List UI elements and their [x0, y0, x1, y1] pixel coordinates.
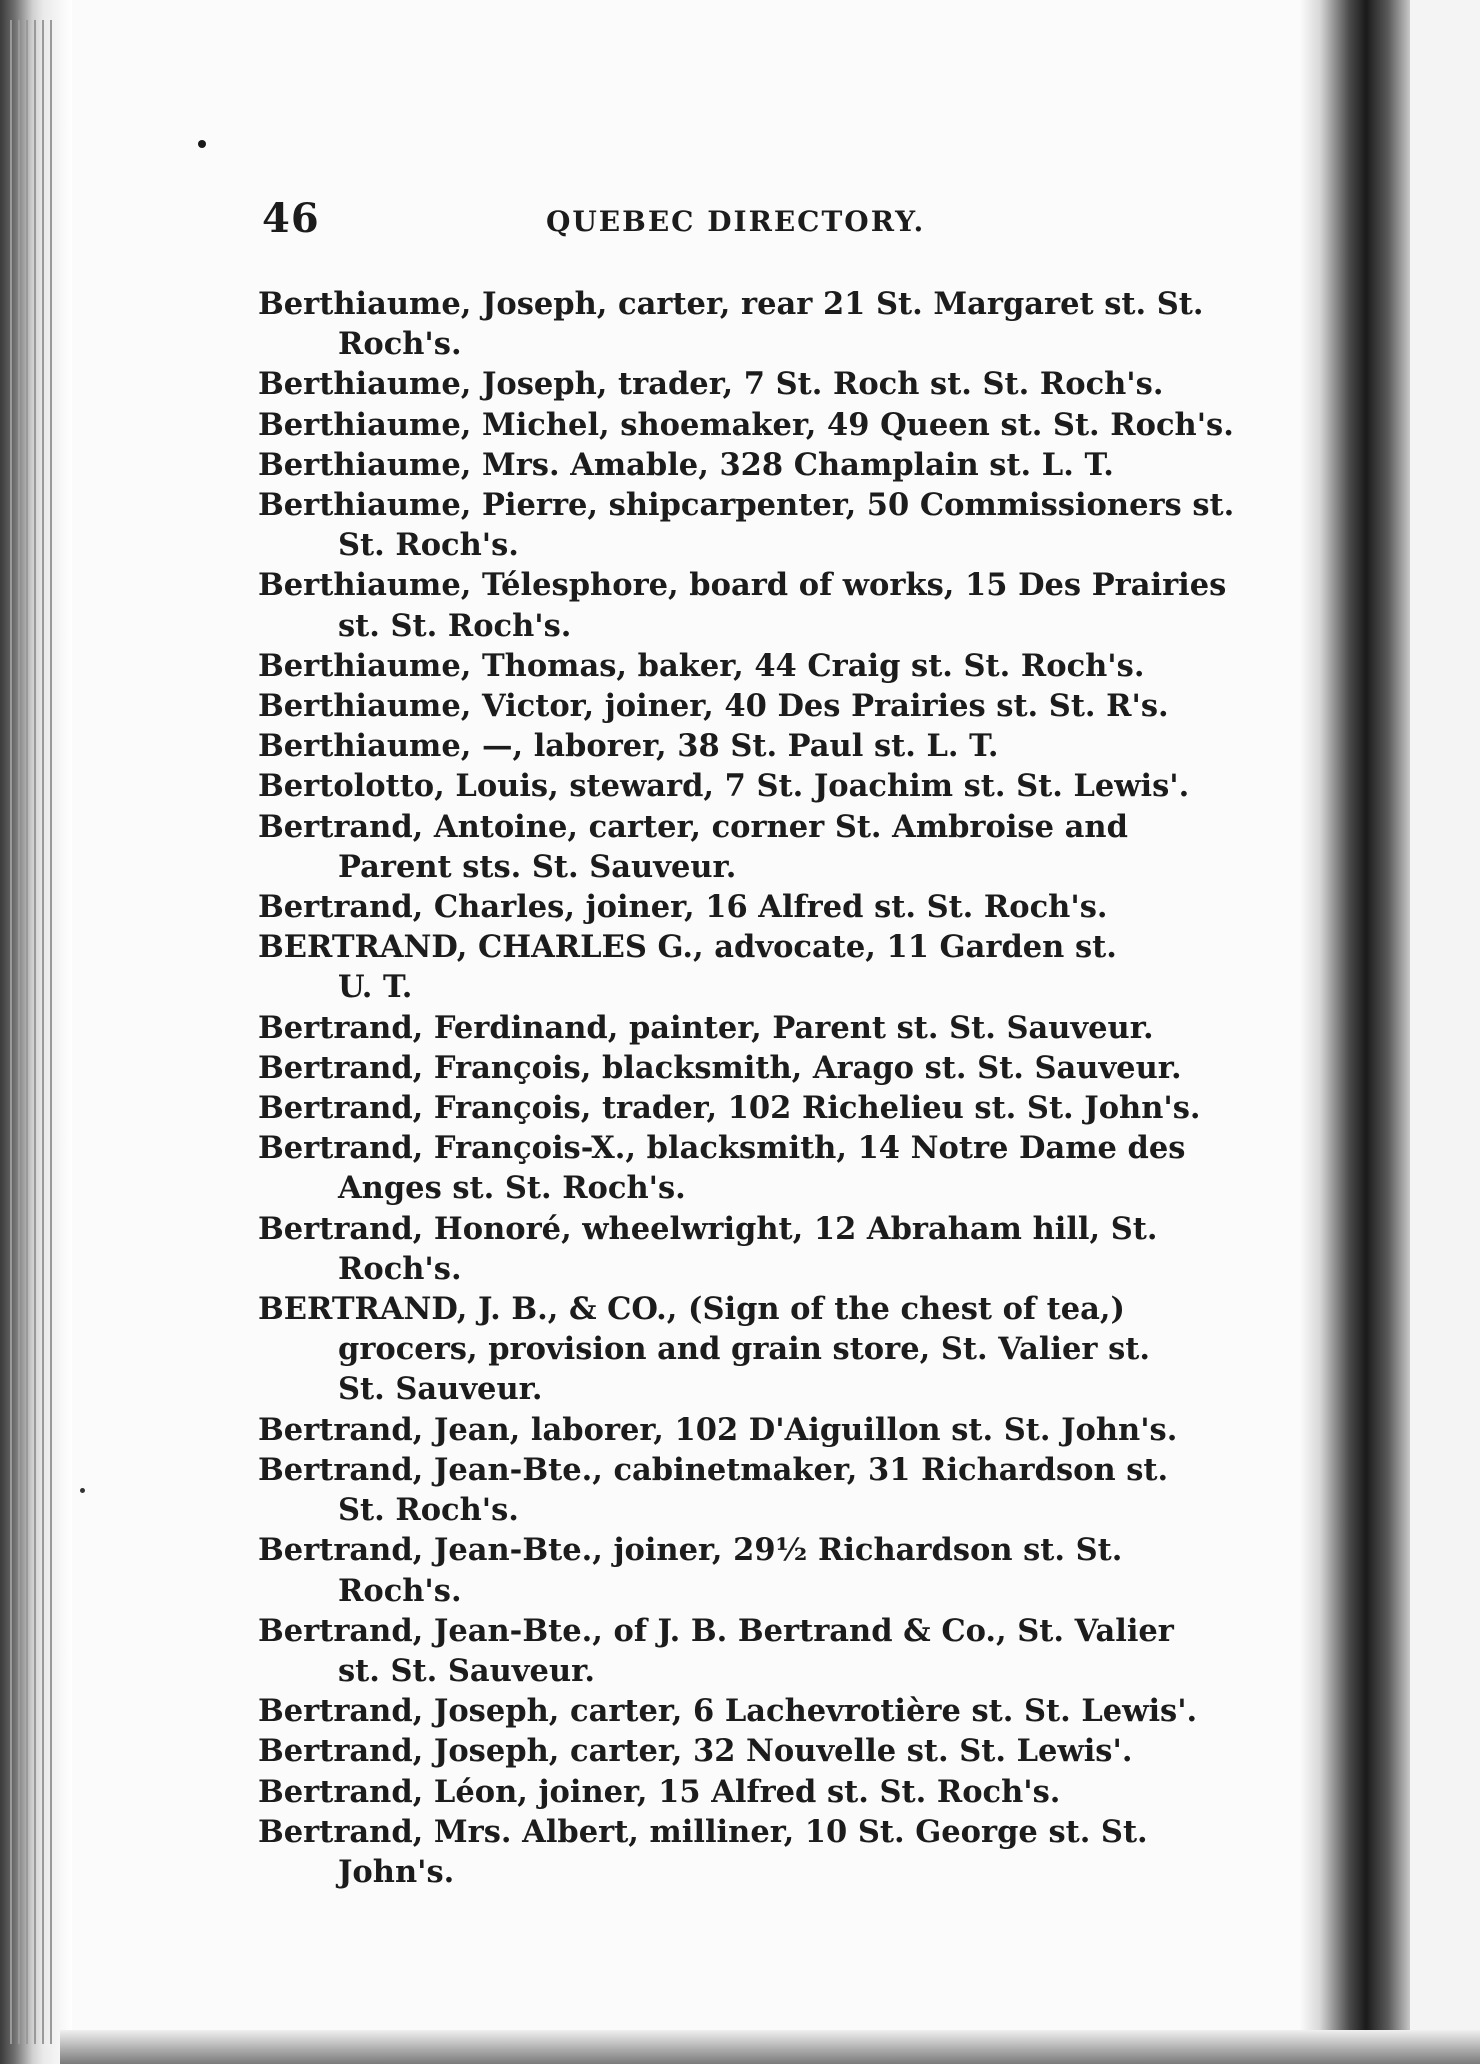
directory-entries: [258, 284, 1258, 1892]
entry-line: Bertrand, Jean-Bte., joiner, 29½ Richardson st. St.: [258, 1532, 1123, 1569]
entry-line: Berthiaume, Pierre, shipcarpenter, 50 Commissioners st.: [258, 487, 1235, 524]
entry-continuation-line: Roch's.: [338, 1572, 462, 1609]
directory-entry: [258, 646, 1258, 686]
directory-entry: [258, 887, 1258, 927]
ink-spot: [80, 1488, 85, 1493]
entry-line: Bertrand, Antoine, carter, corner St. Ambroise and: [258, 808, 1128, 845]
entry-continuation-line: John's.: [338, 1853, 455, 1890]
entry-line: Berthiaume, Thomas, baker, 44 Craig st. St. Roch's.: [258, 647, 1145, 684]
entry-line: Bertrand, Léon, joiner, 15 Alfred st. St. Roch's.: [258, 1773, 1061, 1810]
page-header: [262, 195, 1262, 245]
entry-continuation-line: st. St. Sauveur.: [338, 1652, 596, 1689]
entry-continuation-line: St. Sauveur.: [338, 1371, 543, 1408]
directory-entry: [258, 1691, 1258, 1731]
directory-entry: [258, 807, 1258, 887]
entry-line: Bertolotto, Louis, steward, 7 St. Joachim st. St. Lewis'.: [258, 768, 1190, 805]
entry-continuation-line: Parent sts. St. Sauveur.: [338, 848, 737, 885]
directory-entry: [258, 1611, 1258, 1691]
book-gutter-shadow: [1300, 0, 1410, 2064]
directory-entry: [258, 1209, 1258, 1289]
page-bottom-edge: [60, 2030, 1480, 2064]
directory-entry: [258, 1731, 1258, 1771]
entry-line: Berthiaume, Joseph, trader, 7 St. Roch st. St. Roch's.: [258, 366, 1164, 403]
directory-entry: [258, 766, 1258, 806]
entry-line: Bertrand, Ferdinand, painter, Parent st. St. Sauveur.: [258, 1009, 1154, 1046]
entry-line: Bertrand, Joseph, carter, 6 Lachevrotière st. St. Lewis'.: [258, 1693, 1198, 1730]
entry-continuation-line: U. T.: [338, 969, 413, 1006]
entry-continuation-line: Roch's.: [338, 326, 462, 363]
directory-entry: [258, 445, 1258, 485]
entry-continuation-line: st. St. Roch's.: [338, 607, 572, 644]
directory-entry: [258, 565, 1258, 645]
directory-entry: [258, 726, 1258, 766]
directory-entry: [258, 927, 1258, 1007]
directory-entry: [258, 364, 1258, 404]
directory-entry: [258, 1812, 1258, 1892]
entry-line: Bertrand, François, trader, 102 Richelieu st. St. John's.: [258, 1090, 1201, 1127]
entry-line: Bertrand, Honoré, wheelwright, 12 Abraham hill, St.: [258, 1210, 1158, 1247]
entry-line: Berthiaume, Télesphore, board of works, 15 Des Prairies: [258, 567, 1227, 604]
entry-line: Berthiaume, Joseph, carter, rear 21 St. Margaret st. St.: [258, 286, 1204, 322]
directory-entry: [258, 686, 1258, 726]
entry-line: Berthiaume, Mrs. Amable, 328 Champlain st. L. T.: [258, 446, 1114, 483]
entry-line: Bertrand, Charles, joiner, 16 Alfred st. St. Roch's.: [258, 889, 1108, 926]
directory-entry: [258, 1088, 1258, 1128]
entry-line: Bertrand, Joseph, carter, 32 Nouvelle st. St. Lewis'.: [258, 1733, 1133, 1770]
directory-entry: [258, 485, 1258, 565]
ink-spot: [198, 140, 206, 148]
entry-line: Bertrand, Jean-Bte., of J. B. Bertrand & Co., St. Valier: [258, 1612, 1174, 1649]
directory-entry: [258, 1048, 1258, 1088]
directory-entry: [258, 1772, 1258, 1812]
entry-line: Berthiaume, —, laborer, 38 St. Paul st. L. T.: [258, 728, 999, 765]
directory-entry: [258, 1128, 1258, 1208]
page-number: 46: [262, 195, 320, 242]
entry-line: Bertrand, Jean, laborer, 102 D'Aiguillon st. St. John's.: [258, 1411, 1178, 1448]
book-page-edges: [0, 0, 72, 2064]
directory-entry: [258, 284, 1258, 364]
entry-continuation-line: Roch's.: [338, 1250, 462, 1287]
directory-entry: [258, 1289, 1258, 1410]
entry-line: Berthiaume, Victor, joiner, 40 Des Prairies st. St. R's.: [258, 688, 1169, 725]
directory-entry: [258, 1450, 1258, 1530]
directory-entry: [258, 1530, 1258, 1610]
directory-entry: [258, 1410, 1258, 1450]
entry-line: Berthiaume, Michel, shoemaker, 49 Queen st. St. Roch's.: [258, 406, 1234, 443]
entry-line: BERTRAND, CHARLES G., advocate, 11 Garden st.: [258, 929, 1117, 966]
entry-continuation-line: grocers, provision and grain store, St. Valier st.: [338, 1331, 1150, 1368]
entry-line: Bertrand, Mrs. Albert, milliner, 10 St. George st. St.: [258, 1813, 1148, 1850]
entry-line: Bertrand, François-X., blacksmith, 14 Notre Dame des: [258, 1130, 1186, 1167]
entry-continuation-line: St. Roch's.: [338, 527, 519, 564]
directory-entry: [258, 405, 1258, 445]
entry-line: BERTRAND, J. B., & CO., (Sign of the chest of tea,): [258, 1291, 1125, 1328]
directory-entry: [258, 1008, 1258, 1048]
entry-continuation-line: Anges st. St. Roch's.: [338, 1170, 686, 1207]
entry-line: Bertrand, François, blacksmith, Arago st. St. Sauveur.: [258, 1049, 1182, 1086]
facing-page: [1410, 0, 1480, 2064]
entry-line: Bertrand, Jean-Bte., cabinetmaker, 31 Richardson st.: [258, 1451, 1169, 1488]
running-head: QUEBEC DIRECTORY.: [546, 205, 926, 238]
entry-continuation-line: St. Roch's.: [338, 1492, 519, 1529]
